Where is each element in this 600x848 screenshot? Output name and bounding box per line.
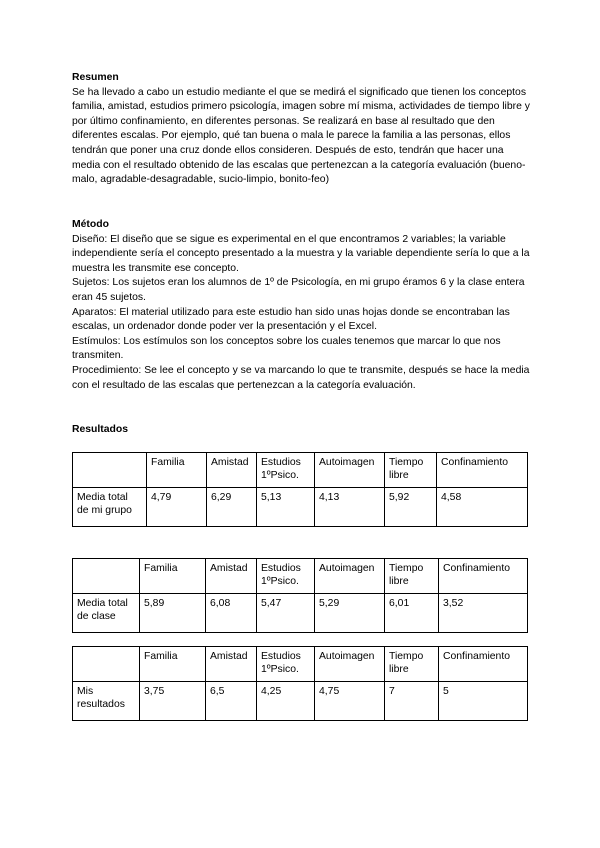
row-label: Mis resultados (73, 682, 140, 721)
header-autoimagen: Autoimagen (315, 559, 385, 594)
value-amistad: 6,5 (206, 682, 257, 721)
header-amistad: Amistad (206, 559, 257, 594)
header-empty-cell (73, 559, 140, 594)
table-header-row (73, 453, 528, 488)
results-table-class (72, 558, 528, 633)
header-tiempo-libre: Tiempo libre (385, 559, 439, 594)
table-row (73, 488, 528, 527)
header-estudios: Estudios 1ºPsico. (257, 559, 315, 594)
value-familia: 4,79 (147, 488, 207, 527)
table-row (73, 682, 528, 721)
header-autoimagen: Autoimagen (315, 453, 385, 488)
header-familia: Familia (140, 559, 206, 594)
value-autoimagen: 4,13 (315, 488, 385, 527)
resultados-heading: Resultados (72, 424, 129, 435)
header-amistad: Amistad (207, 453, 257, 488)
header-amistad: Amistad (206, 647, 257, 682)
value-confinamiento: 3,52 (439, 594, 528, 633)
header-estudios: Estudios 1ºPsico. (257, 453, 315, 488)
metodo-procedimiento: Procedimiento: Se lee el concepto y se va marcando lo que te transmite, después se hace la media con el resultado de las escalas que pertenezcan a la categoría evaluación. (72, 364, 530, 391)
table-header-row (73, 647, 528, 682)
header-familia: Familia (147, 453, 207, 488)
value-estudios: 4,25 (257, 682, 315, 721)
metodo-estimulos: Estímulos: Los estímulos son los conceptos sobre los cuales tenemos que marcar lo que nos transmiten. (72, 335, 501, 362)
value-tiempo-libre: 6,01 (385, 594, 439, 633)
value-familia: 3,75 (140, 682, 206, 721)
header-estudios: Estudios 1ºPsico. (257, 647, 315, 682)
table-row (73, 594, 528, 633)
value-tiempo-libre: 7 (385, 682, 439, 721)
header-confinamiento: Confinamiento (437, 453, 528, 488)
table-header-row (73, 559, 528, 594)
value-familia: 5,89 (140, 594, 206, 633)
value-confinamiento: 5 (439, 682, 528, 721)
value-amistad: 6,29 (207, 488, 257, 527)
resumen-section (72, 71, 534, 188)
value-tiempo-libre: 5,92 (385, 488, 437, 527)
metodo-heading: Método (72, 219, 109, 230)
metodo-sujetos: Sujetos: Los sujetos eran los alumnos de 1º de Psicología, en mi grupo éramos 6 y la clase entera eran 45 sujetos. (72, 277, 525, 303)
header-familia: Familia (140, 647, 206, 682)
header-empty-cell (73, 647, 140, 682)
results-table-group (72, 452, 528, 527)
value-amistad: 6,08 (206, 594, 257, 633)
value-estudios: 5,47 (257, 594, 315, 633)
value-estudios: 5,13 (257, 488, 315, 527)
header-tiempo-libre: Tiempo libre (385, 647, 439, 682)
header-confinamiento: Confinamiento (439, 559, 528, 594)
metodo-diseno: Diseño: El diseño que se sigue es experimental en el que encontramos 2 variables; la variable independiente sería el concepto presentado a la muestra y la variable dependiente sería lo que a la muestra les transmite ese concepto. (72, 233, 530, 274)
header-confinamiento: Confinamiento (439, 647, 528, 682)
resumen-heading: Resumen (72, 72, 119, 83)
resumen-text: Se ha llevado a cabo un estudio mediante el que se medirá el significado que tienen los conceptos familia, amistad, estudios primero psicología, imagen sobre mí misma, actividades de tiempo libre y por último confinamiento, en diferentes personas. Se realizará en base al resultado que den diferentes escalas. Por ejemplo, qué tan buena o mala le parece la familia a las personas, ellos tendrán que poner una cruz donde ellos consideren. Después de esto, tendrán que hacer una media con el resultado obtenido de las escalas que pertenezcan a la categoría evaluación (bueno-malo, agradable-desagradable, sucio-limpio, bonito-feo) (72, 86, 530, 186)
value-autoimagen: 4,75 (315, 682, 385, 721)
results-table-mine (72, 646, 528, 721)
metodo-aparatos: Aparatos: El material utilizado para este estudio han sido unas hojas donde se encontraban las escalas, un ordenador donde poder ver la presentación y el Excel. (72, 306, 510, 333)
row-label: Media total de mi grupo (73, 488, 147, 527)
row-label: Media total de clase (73, 594, 140, 633)
header-autoimagen: Autoimagen (315, 647, 385, 682)
value-autoimagen: 5,29 (315, 594, 385, 633)
metodo-section (72, 218, 534, 393)
header-empty-cell (73, 453, 147, 488)
header-tiempo-libre: Tiempo libre (385, 453, 437, 488)
value-confinamiento: 4,58 (437, 488, 528, 527)
